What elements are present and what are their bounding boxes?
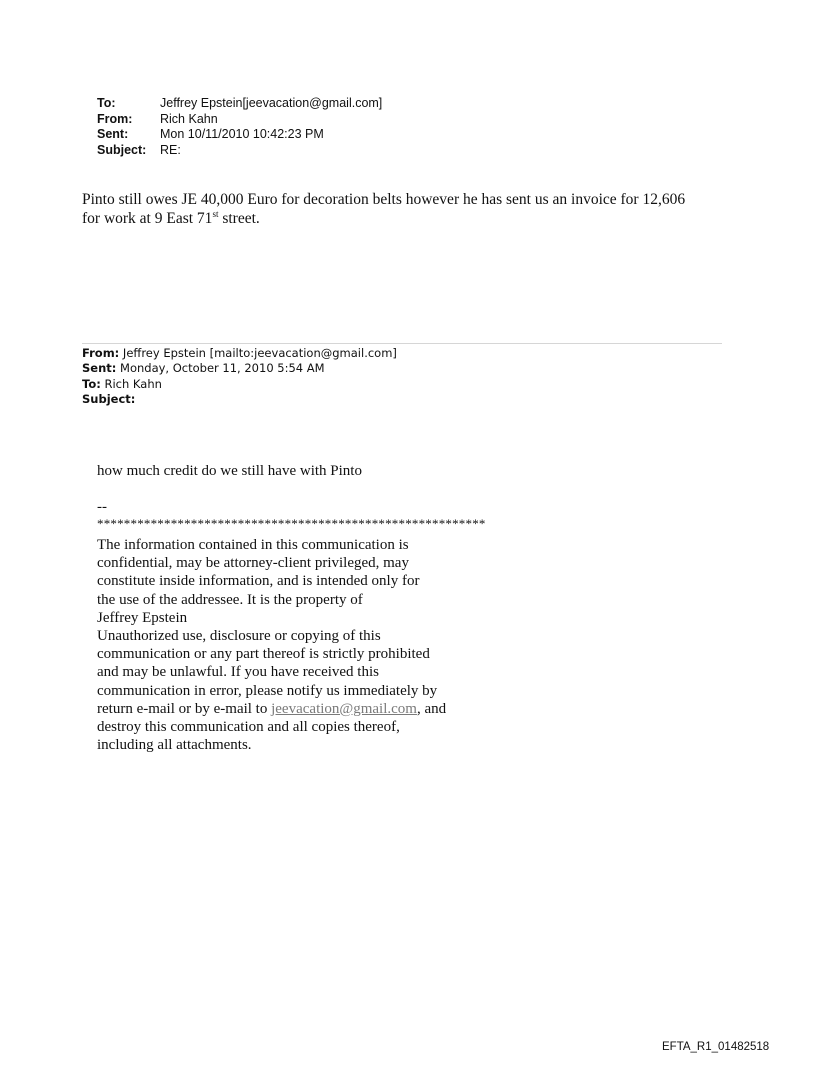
disclaimer-line: constitute inside information, and is intended only for xyxy=(97,573,420,590)
original-sent-row xyxy=(82,361,397,376)
original-message-body: how much credit do we still have with Pinto xyxy=(97,463,362,479)
signature-star-separator: ********************************************************** xyxy=(97,516,486,531)
disclaimer-line-with-link xyxy=(97,700,497,718)
to-value: Jeffrey Epstein[jeevacation@gmail.com] xyxy=(160,96,383,110)
disclaimer-line: communication or any part thereof is strictly prohibited xyxy=(97,646,430,663)
disclaimer-line: and may be unlawful. If you have received this xyxy=(97,664,379,681)
header-subject-row xyxy=(97,143,382,159)
disclaimer-line: Jeffrey Epstein xyxy=(97,609,188,626)
confidentiality-disclaimer xyxy=(97,536,497,754)
original-subject-label: Subject: xyxy=(82,391,136,406)
original-from-value: Jeffrey Epstein [mailto:jeevacation@gmail.com] xyxy=(119,346,397,360)
from-label: From: xyxy=(97,111,133,126)
disclaimer-line: confidential, may be attorney-client privileged, may xyxy=(97,555,409,572)
original-from-label: From: xyxy=(82,346,120,360)
document-id: EFTA_R1_01482518 xyxy=(662,1041,770,1053)
reply-line-1: Pinto still owes JE 40,000 Euro for decoration belts however he has sent us an invoice for 12,606 xyxy=(82,191,686,208)
signature-dashes: -- xyxy=(97,499,107,515)
reply-body xyxy=(82,190,732,228)
to-label: To: xyxy=(97,96,116,110)
disclaimer-line: communication in error, please notify us immediately by xyxy=(97,682,438,699)
original-to-value: Rich Kahn xyxy=(100,376,162,391)
original-sent-value: Monday, October 11, 2010 5:54 AM xyxy=(116,361,325,376)
disclaimer-line: including all attachments. xyxy=(97,737,252,754)
disclaimer-line: The information contained in this communication is xyxy=(97,537,409,553)
subject-label: Subject: xyxy=(97,142,147,157)
subject-value: RE: xyxy=(160,142,181,157)
reply-line-2-text: for work at 9 East 71 xyxy=(82,210,213,227)
disclaimer-line-text: return e-mail or by e-mail to xyxy=(97,700,272,717)
from-value: Rich Kahn xyxy=(160,111,218,126)
original-to-row xyxy=(82,377,397,392)
reply-line-2-end: street. xyxy=(218,210,260,227)
email-header xyxy=(97,96,382,158)
email-link[interactable]: jeevacation@gmail.com xyxy=(271,700,417,717)
message-divider xyxy=(82,343,722,344)
reply-ordinal-suffix: st xyxy=(212,209,219,219)
original-subject-row xyxy=(82,392,397,407)
sent-value: Mon 10/11/2010 10:42:23 PM xyxy=(160,127,324,141)
reply-line-2 xyxy=(82,209,732,228)
original-message-header xyxy=(82,346,397,407)
sent-label: Sent: xyxy=(97,127,129,141)
disclaimer-line: Unauthorized use, disclosure or copying of this xyxy=(97,628,381,645)
header-to-row xyxy=(97,96,382,112)
disclaimer-line-end: , and xyxy=(416,700,447,717)
disclaimer-line: the use of the addressee. It is the property of xyxy=(97,591,363,608)
header-from-row xyxy=(97,112,382,128)
original-sent-label: Sent: xyxy=(82,361,117,376)
original-to-label: To: xyxy=(82,376,101,391)
header-sent-row xyxy=(97,127,382,143)
disclaimer-line: destroy this communication and all copies thereof, xyxy=(97,719,400,736)
original-from-row xyxy=(82,346,397,361)
